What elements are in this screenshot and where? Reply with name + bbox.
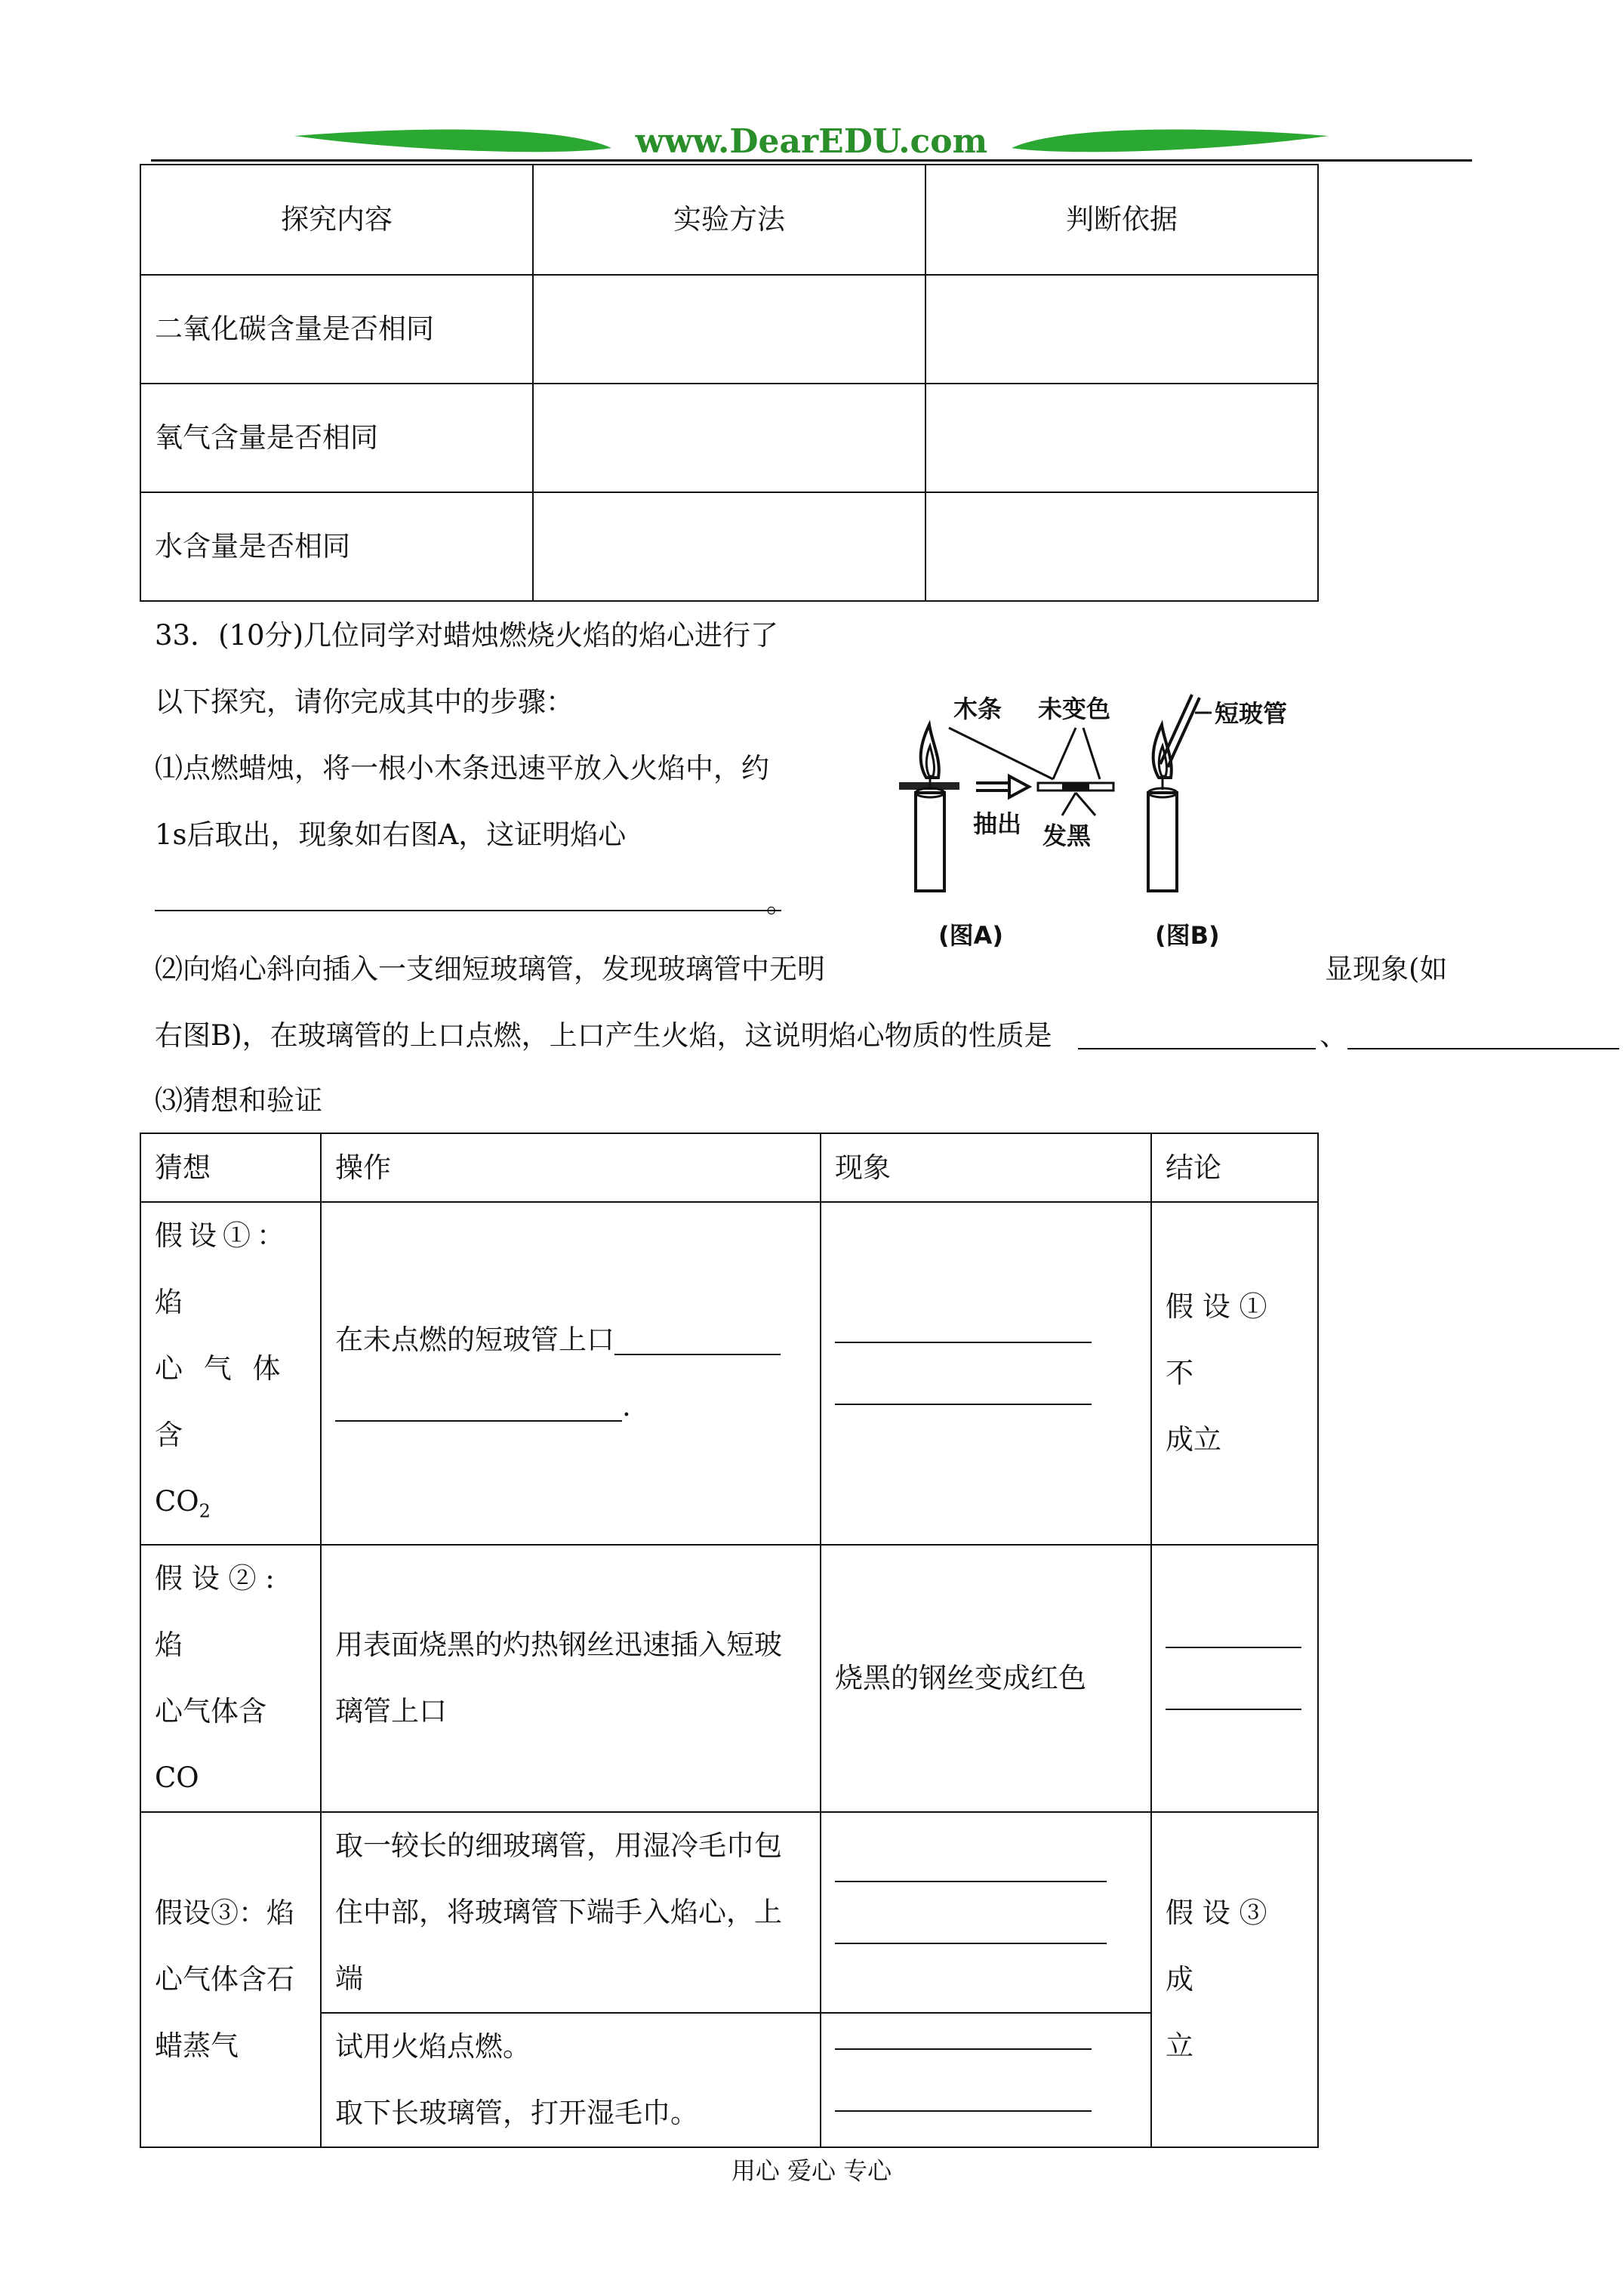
question-33-line2: 以下探究，请你完成其中的步骤：	[155, 686, 574, 718]
table1-header: 探究内容	[140, 165, 533, 275]
phenomenon-2: 烧黑的钢丝变成红色	[821, 1545, 1151, 1812]
conclusion-1	[1151, 1202, 1318, 1545]
question-33-line4: 1s后取出，现象如右图A，这证明焰心	[155, 818, 627, 851]
answer-blank[interactable]	[614, 1353, 781, 1355]
answer-blank[interactable]	[835, 1881, 1107, 1882]
caption-figure-b: (图B)	[1155, 921, 1220, 950]
table1-empty-cell[interactable]	[925, 384, 1318, 492]
label-unchanged: 未变色	[1038, 695, 1111, 723]
hypothesis-2-line: 假 设 ② : 焰	[155, 1562, 275, 1662]
label-black: 发黑	[1042, 821, 1092, 850]
comparison-table	[140, 164, 1319, 602]
answer-blank[interactable]	[1078, 1048, 1316, 1049]
conclusion-1-line: 成立	[1166, 1423, 1221, 1456]
candle-figure	[895, 680, 1295, 959]
table1-empty-cell[interactable]	[533, 384, 925, 492]
table2-header: 猜想	[140, 1133, 321, 1202]
operation-3b-line: 取下长玻璃管，打开湿毛巾。	[335, 2097, 698, 2130]
answer-blank[interactable]	[835, 2110, 1092, 2112]
hypothesis-2	[140, 1545, 321, 1812]
hypothesis-2-line: 心气体含CO	[155, 1695, 266, 1795]
hypothesis-1-line: 假设①：焰	[155, 1219, 291, 1318]
operation-2-line: 用表面烧黑的灼热钢丝迅速插入短玻	[335, 1629, 782, 1662]
operation-3a-line: 端	[335, 1962, 363, 1996]
answer-blank[interactable]	[835, 2048, 1092, 2050]
table1-empty-cell[interactable]	[533, 275, 925, 384]
question-33-line1: 33．(10分)几位同学对蜡烛燃烧火焰的焰心进行了	[155, 619, 779, 652]
label-wood: 木条	[953, 695, 1002, 723]
hypothesis-3-line: 假设③：焰	[155, 1897, 294, 1930]
answer-blank[interactable]	[1347, 1048, 1619, 1049]
conclusion-1-line: 假 设 ① 不	[1166, 1290, 1267, 1390]
conclusion-3-line: 假 设 ③ 成	[1166, 1897, 1267, 1996]
period: 。	[766, 886, 794, 919]
header-rule	[151, 159, 1472, 162]
question-33-line8: ⑶猜想和验证	[155, 1084, 322, 1117]
table1-empty-cell[interactable]	[925, 492, 1318, 601]
question-33-line6-right: 显现象(如	[1325, 953, 1448, 985]
caption-figure-a: (图A)	[938, 921, 1004, 950]
answer-blank[interactable]	[835, 1943, 1107, 1944]
hypothesis-3	[140, 1812, 321, 2147]
table2-header: 现象	[821, 1133, 1151, 1202]
operation-1-line: 在未点燃的短玻管上口	[335, 1307, 806, 1373]
answer-blank[interactable]	[335, 1419, 622, 1422]
phenomenon-3b	[821, 2013, 1151, 2147]
table1-row-label: 二氧化碳含量是否相同	[140, 275, 533, 384]
label-pull: 抽出	[973, 809, 1022, 838]
table1-row-label: 水含量是否相同	[140, 492, 533, 601]
hypothesis-3-line: 蜡蒸气	[155, 2029, 239, 2063]
table1-header: 判断依据	[925, 165, 1318, 275]
operation-2-line: 璃管上口	[335, 1695, 447, 1728]
answer-blank[interactable]	[1166, 1647, 1301, 1648]
phenomenon-1	[821, 1202, 1151, 1545]
operation-3b-line: 试用火焰点燃。	[335, 2030, 531, 2063]
table2-header: 操作	[321, 1133, 821, 1202]
operation-2	[321, 1545, 821, 1812]
conclusion-2	[1151, 1545, 1318, 1812]
label-short-tube: 短玻管	[1215, 699, 1288, 728]
phenomenon-3a	[821, 1812, 1151, 2013]
question-33-line3: ⑴点燃蜡烛，将一根小木条迅速平放入火焰中，约	[155, 752, 769, 784]
operation-3a	[321, 1812, 821, 2013]
answer-blank[interactable]	[1166, 1709, 1301, 1710]
hypothesis-3-line: 心气体含石	[155, 1963, 294, 1996]
operation-3a-line: 住中部，将玻璃管下端手入焰心，上	[335, 1896, 782, 1929]
hypothesis-1-line: $CO_2$	[155, 1485, 211, 1522]
table1-empty-cell[interactable]	[925, 275, 1318, 384]
operation-3a-line: 取一较长的细玻璃管，用湿冷毛巾包	[335, 1829, 782, 1863]
table1-header: 实验方法	[533, 165, 925, 275]
separator: 、	[1320, 1019, 1347, 1052]
table1-empty-cell[interactable]	[533, 492, 925, 601]
hypothesis-1-line: 心 气 体 含	[155, 1352, 287, 1451]
answer-blank[interactable]	[155, 910, 781, 911]
conclusion-3	[1151, 1812, 1318, 2147]
question-33-line6: ⑵向焰心斜向插入一支细短玻璃管，发现玻璃管中无明	[155, 953, 825, 985]
operation-3b	[321, 2013, 821, 2147]
question-33-line7: 右图B)，在玻璃管的上口点燃，上口产生火焰，这说明焰心物质的性质是	[155, 1019, 1052, 1052]
operation-1-line: .	[335, 1373, 806, 1440]
operation-1	[321, 1202, 821, 1545]
hypothesis-table	[140, 1133, 1319, 2148]
conclusion-3-line: 立	[1166, 2029, 1193, 2063]
page-footer: 用心 爱心 专心	[731, 2156, 892, 2185]
hypothesis-1	[140, 1202, 321, 1545]
table2-header: 结论	[1151, 1133, 1318, 1202]
logo-text: www.DearEDU.com	[635, 122, 988, 161]
table1-row-label: 氧气含量是否相同	[140, 384, 533, 492]
answer-blank[interactable]	[835, 1342, 1092, 1343]
answer-blank[interactable]	[835, 1404, 1092, 1405]
